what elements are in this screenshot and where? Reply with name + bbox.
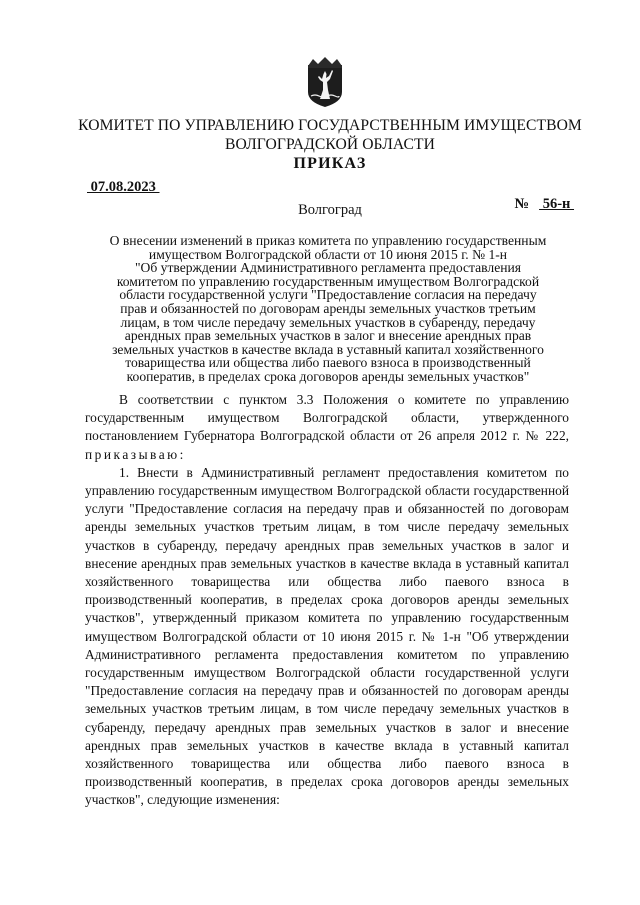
subject-line: арендных прав земельных участков в залог и внесение арендных прав [124,328,532,344]
subject-line: комитетом по управлению государственным имуществом Волгоградской [116,273,540,289]
subject-line: области государственной услуги "Предоставление согласия на передачу [119,287,537,303]
subject-line: прав и обязанностей по договорам аренды земельных участков третьим [120,300,536,316]
subject-line: "Об утверждении Административного регламента предоставления [134,260,522,276]
number-sign: № [514,196,530,212]
order-subject [78,234,578,384]
order-body [85,391,569,810]
subject-line: лицам, в том числе передачу земельных участков в субаренду, передачу [120,314,536,330]
subject-line: земельных участков в качестве вклада в уставный капитал хозяйственного [112,341,544,357]
subject-line: О внесении изменений в приказ комитета по управлению государственным [109,233,547,248]
subject-line: кооператив, в пределах срока договоров аренды земельных участков" [126,368,530,384]
committee-line-1: КОМИТЕТ ПО УПРАВЛЕНИЮ ГОСУДАРСТВЕННЫМ ИМУЩЕСТВОМ [78,117,582,134]
subject-line: имуществом Волгоградской области от 10 июня 2015 г. № 1-н [148,246,508,262]
subject-line: товарищества или общества либо паевого взноса в производственный [125,355,531,371]
order-date: 07.08.2023 [87,179,160,195]
city: Волгоград [298,202,362,218]
order-verb: приказываю: [85,446,186,462]
committee-name [60,116,600,154]
clause-1-paragraph: 1. Внести в Административный регламент предоставления комитетом по управлению государственным имуществом Волгоградской области государственной услуги "Предоставление согласия на передачу прав и обязанностей по договорам аренды земельных участков третьим лицам, в том числе передачу земельных участков в субаренду, передачу арендных прав земельных участков в залог и внесение арендных прав земельных участков в качестве вклада в уставный капитал хозяйственного товарищества или общества либо паевого взноса в производственный кооператив, в пределах срока договоров аренды земельных участков", утвержденный приказом комитета по управлению государственным имуществом Волгоградской области от 10 июня 2015 г. № 1-н "Об утверждении Административного регламента предоставления комитетом по управлению государственным имуществом Волгоградской области государственной услуги "Предоставление согласия на передачу прав и обязанностей по договорам аренды земельных участков третьим лицам, в том числе передачу земельных участков в субаренду, передачу арендных прав земельных участков в залог и внесение арендных прав земельных участков в качестве вклада в уставный капитал хозяйственного товарищества или общества либо паевого взноса в производственный кооператив, в пределах срока договоров аренды земельных участков", следующие изменения: [85,464,569,808]
volgograd-coat-of-arms-icon [305,56,345,108]
number-value: 56-н [539,196,575,212]
preamble-paragraph [85,391,569,464]
committee-line-2: ВОЛГОГРАДСКОЙ ОБЛАСТИ [225,136,435,153]
preamble-text: В соответствии с пунктом 3.3 Положения о комитете по управлению государственным имуществом Волгоградской области, утвержденного постановлением Губернатора Волгоградской области от 26 апреля 2012 г. № 222, [85,392,569,444]
document-type: ПРИКАЗ [293,155,367,172]
